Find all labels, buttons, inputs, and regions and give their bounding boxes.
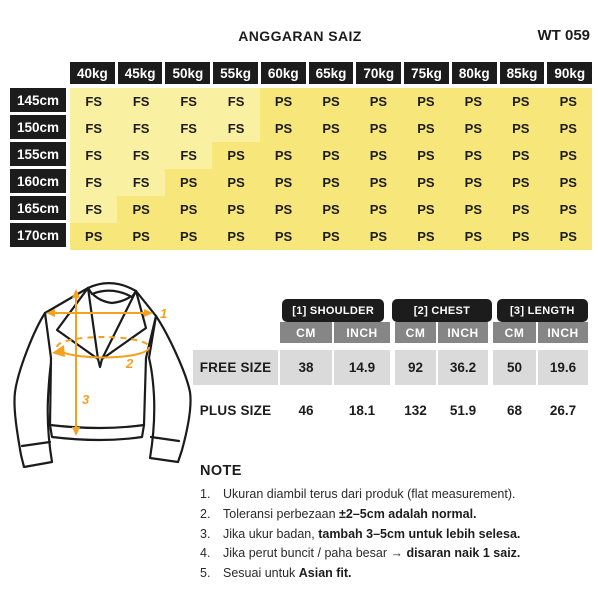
size-cell: FS (212, 88, 259, 115)
weight-header-cell: 75kg (404, 62, 449, 84)
unit-header-cell: CM (488, 322, 536, 343)
size-cell: PS (355, 88, 402, 115)
size-cell: PS (117, 223, 164, 250)
size-cell: PS (165, 196, 212, 223)
note-item-text: Jika perut buncit / paha besar → disaran naik 1 saiz. (223, 546, 521, 561)
size-cell: PS (212, 169, 259, 196)
note-item-text: Toleransi perbezaan ±2–5cm adalah normal. (223, 506, 477, 521)
note-section (200, 463, 592, 585)
unit-header-cell: INCH (332, 322, 390, 343)
size-cell: FS (117, 115, 164, 142)
size-cell: FS (117, 142, 164, 169)
note-item-number: 5. (200, 566, 211, 580)
note-item-number: 2. (200, 506, 211, 521)
size-cell: PS (450, 88, 497, 115)
sweater-diagram (8, 274, 198, 469)
plus-size-row (193, 393, 588, 428)
note-item-number: 1. (200, 487, 211, 501)
note-item-number: 4. (200, 546, 211, 561)
unit-header-cell: CM (278, 322, 332, 343)
weight-header-cell: 80kg (452, 62, 497, 84)
size-cell: PS (497, 142, 544, 169)
size-row-label: PLUS SIZE (199, 403, 272, 418)
size-cell: PS (307, 115, 354, 142)
note-list (200, 486, 592, 581)
measurement-value-cell: 132 (390, 393, 436, 428)
size-cell: PS (545, 223, 592, 250)
size-cell: PS (402, 169, 449, 196)
size-cell: PS (545, 169, 592, 196)
height-header-cell: 160cm (10, 169, 66, 193)
weight-header-cell: 70kg (356, 62, 401, 84)
measurement-value-cell: 51.9 (436, 393, 488, 428)
size-cell: PS (497, 169, 544, 196)
weight-header-cell: 60kg (261, 62, 306, 84)
note-title: NOTE (200, 463, 242, 479)
size-cell: PS (165, 169, 212, 196)
height-header-cell: 145cm (10, 88, 66, 112)
size-cell: PS (402, 88, 449, 115)
height-header-cell: 155cm (10, 142, 66, 166)
measurement-value-cell: 46 (278, 393, 332, 428)
product-code: WT 059 (537, 27, 590, 44)
measurement-value-cell: 36.2 (436, 350, 488, 385)
weight-header-cell: 40kg (70, 62, 115, 84)
note-item (200, 565, 592, 581)
dimension-label-2: 2 (126, 356, 134, 371)
size-cell: PS (165, 223, 212, 250)
measurement-group-tab: [2] CHEST (392, 299, 491, 322)
height-label-column (10, 88, 66, 250)
measurement-group-tabs (282, 299, 588, 322)
size-cell: PS (117, 196, 164, 223)
size-cell: PS (402, 115, 449, 142)
size-cell: PS (212, 142, 259, 169)
measurement-table (193, 299, 588, 428)
unit-header-cell: INCH (536, 322, 588, 343)
weight-header-cell: 85kg (500, 62, 545, 84)
note-item (200, 486, 592, 502)
size-cell: PS (307, 142, 354, 169)
measurement-value-cell: 38 (278, 350, 332, 385)
size-grid-body (10, 88, 592, 250)
weight-header-cell: 55kg (213, 62, 258, 84)
size-cell: FS (70, 115, 117, 142)
height-header-cell: 165cm (10, 196, 66, 220)
size-cell: PS (450, 196, 497, 223)
size-cell: PS (497, 223, 544, 250)
size-cell: PS (545, 115, 592, 142)
size-cell: PS (355, 223, 402, 250)
unit-header-cell: CM (390, 322, 436, 343)
unit-header-row (193, 322, 588, 343)
note-item-text: Jika ukur badan, tambah 3–5cm untuk lebih selesa. (223, 526, 521, 541)
size-row-label: FREE SIZE (193, 350, 278, 385)
size-cell: PS (70, 223, 117, 250)
size-cell: PS (212, 196, 259, 223)
height-header-cell: 170cm (10, 223, 66, 247)
unit-header-cell: INCH (436, 322, 488, 343)
size-cell: PS (260, 88, 307, 115)
size-cell: FS (165, 142, 212, 169)
free-size-row (193, 350, 588, 385)
size-cell: PS (497, 88, 544, 115)
size-cell: PS (307, 223, 354, 250)
weight-header-cell: 45kg (118, 62, 163, 84)
size-cell: FS (70, 196, 117, 223)
size-cell: PS (355, 115, 402, 142)
size-cell-matrix (70, 88, 592, 250)
size-estimation-grid (10, 62, 592, 250)
dimension-label-3: 3 (82, 392, 90, 407)
note-item (200, 526, 592, 542)
size-cell: FS (165, 88, 212, 115)
size-cell: PS (497, 115, 544, 142)
size-cell: PS (450, 223, 497, 250)
size-cell: PS (355, 196, 402, 223)
size-cell: PS (260, 142, 307, 169)
measurement-value-cell: 19.6 (536, 350, 588, 385)
size-cell: FS (117, 88, 164, 115)
size-cell: PS (260, 223, 307, 250)
size-cell: PS (402, 196, 449, 223)
size-cell: PS (450, 142, 497, 169)
measurement-value-cell: 68 (488, 393, 536, 428)
size-cell: PS (402, 223, 449, 250)
size-cell: PS (260, 196, 307, 223)
note-item (200, 545, 592, 561)
size-cell: PS (545, 142, 592, 169)
size-cell: PS (450, 169, 497, 196)
size-cell: PS (545, 196, 592, 223)
weight-header-cell: 65kg (309, 62, 354, 84)
size-cell: FS (212, 115, 259, 142)
size-cell: FS (165, 115, 212, 142)
size-cell: FS (70, 169, 117, 196)
weight-header-row (70, 62, 592, 84)
size-cell: PS (450, 115, 497, 142)
size-cell: PS (260, 169, 307, 196)
dimension-label-1: 1 (160, 306, 168, 321)
measurement-group-tab: [3] LENGTH (497, 299, 588, 322)
note-item-text: Ukuran diambil terus dari produk (flat measurement). (223, 487, 516, 501)
measurement-group-tab: [1] SHOULDER (282, 299, 384, 322)
measurement-value-cell: 50 (488, 350, 536, 385)
unit-row-spacer (193, 322, 278, 343)
size-cell: PS (260, 115, 307, 142)
page-title: ANGGARAN SAIZ (238, 28, 362, 44)
size-cell: PS (497, 196, 544, 223)
measurement-value-cell: 92 (390, 350, 436, 385)
size-cell: PS (402, 142, 449, 169)
size-cell: FS (117, 169, 164, 196)
measurement-value-cell: 18.1 (332, 393, 390, 428)
size-cell: PS (355, 169, 402, 196)
size-cell: PS (355, 142, 402, 169)
weight-header-cell: 90kg (547, 62, 592, 84)
size-cell: FS (70, 142, 117, 169)
size-cell: PS (307, 169, 354, 196)
size-cell: PS (307, 88, 354, 115)
note-item-number: 3. (200, 526, 211, 541)
size-cell: FS (70, 88, 117, 115)
height-header-cell: 150cm (10, 115, 66, 139)
note-item (200, 506, 592, 522)
note-item-text: Sesuai untuk Asian fit. (223, 566, 352, 580)
weight-header-cell: 50kg (165, 62, 210, 84)
measurement-value-cell: 14.9 (332, 350, 390, 385)
size-cell: PS (307, 196, 354, 223)
measurement-value-cell: 26.7 (536, 393, 588, 428)
size-cell: PS (545, 88, 592, 115)
size-cell: PS (212, 223, 259, 250)
